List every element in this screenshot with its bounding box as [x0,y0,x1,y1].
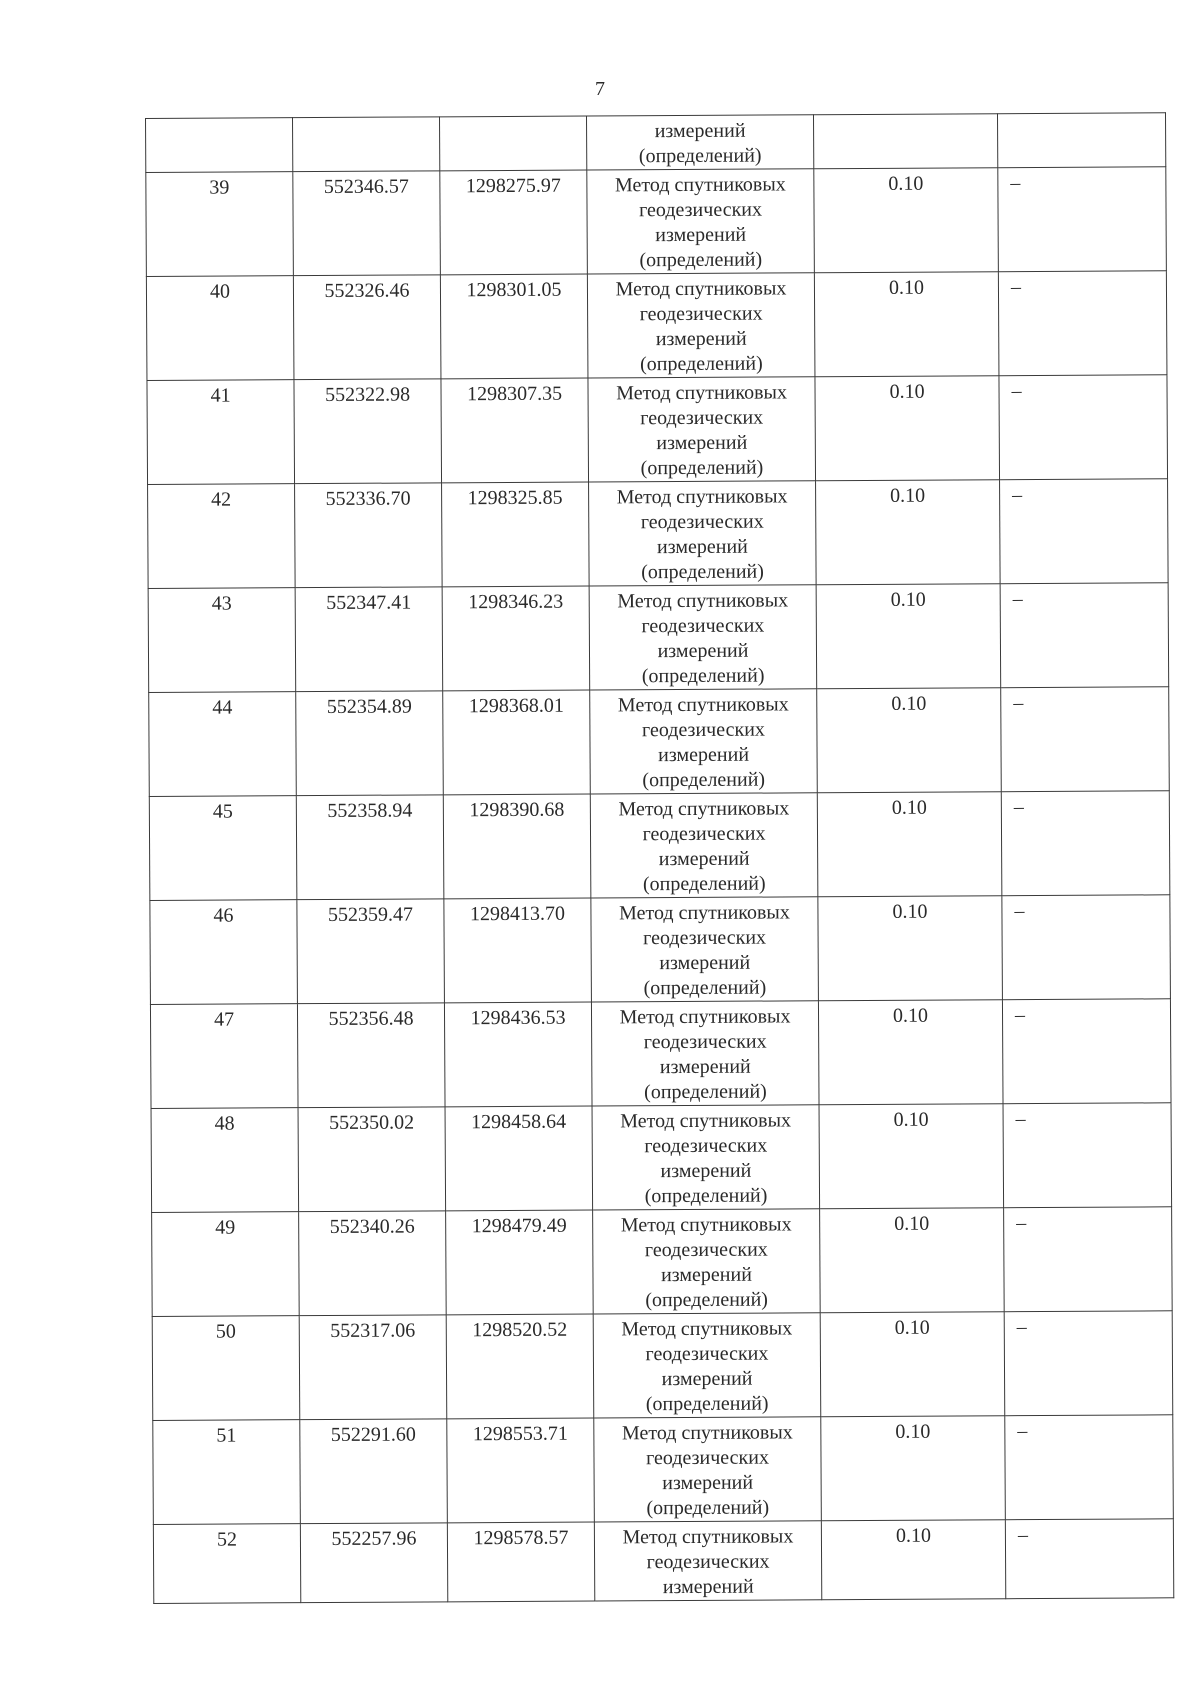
cell-x: 552354.89 [296,691,444,796]
method-line: измерений [660,1263,752,1287]
cell-x: 552340.26 [299,1211,447,1316]
cell-accuracy: 0.10 [819,1104,1004,1209]
cell-description: – [1005,1519,1173,1599]
cell-y: 1298479.49 [446,1210,594,1315]
cell-y [439,116,586,171]
coordinates-table [145,112,1174,1604]
method-line: (определений) [643,976,767,1000]
method-line: измерений [661,1367,753,1391]
cell-num: 42 [148,484,296,589]
cell-method [590,793,818,898]
cell-description: – [999,375,1168,480]
cell-description: – [1005,1415,1174,1520]
cell-y: 1298458.64 [445,1106,593,1211]
method-line: Метод спутниковых [621,1421,793,1445]
cell-y: 1298436.53 [444,1002,592,1107]
method-line: Метод спутниковых [620,1109,792,1133]
cell-accuracy [813,114,997,169]
cell-method [587,273,815,378]
method-line: измерений [658,847,750,871]
cell-num: 39 [146,172,294,277]
cell-description: – [1001,687,1170,792]
method-line: Метод спутниковых [621,1317,793,1341]
cell-y: 1298307.35 [441,378,589,483]
cell-method [591,897,819,1002]
cell-x: 552358.94 [296,795,444,900]
cell-accuracy: 0.10 [814,168,999,273]
method-line: геодезических [639,302,763,326]
cell-num: 41 [147,380,295,485]
cell-x: 552291.60 [300,1419,448,1524]
cell-num: 49 [152,1212,300,1317]
cell-method [589,481,817,586]
cell-method [594,1521,821,1601]
cell-description: – [1004,1311,1173,1416]
method-line: (определений) [644,1080,767,1104]
cell-num: 44 [149,692,297,797]
cell-method [588,377,816,482]
cell-y: 1298301.05 [440,274,588,379]
cell-num: 51 [153,1420,301,1525]
cell-method [592,1105,820,1210]
cell-num: 50 [152,1316,300,1421]
cell-accuracy: 0.10 [821,1416,1006,1521]
method-line: Метод спутниковых [620,1213,792,1237]
method-line: (определений) [642,768,766,792]
method-line: (определений) [645,1392,769,1416]
cell-num: 46 [150,900,298,1005]
cell-description: – [998,167,1167,272]
method-line: Метод спутниковых [618,797,790,821]
cell-method [586,115,813,170]
cell-accuracy: 0.10 [817,688,1002,793]
cell-method [593,1313,821,1418]
cell-y: 1298413.70 [444,898,592,1003]
method-line: геодезических [639,198,763,222]
cell-num: 40 [146,276,294,381]
cell-y: 1298368.01 [443,690,591,795]
table-row [146,167,1167,277]
cell-method [590,689,818,794]
cell-description [997,113,1165,168]
method-line: измерений [659,951,751,975]
method-line: (определений) [639,248,763,272]
table-row [148,479,1169,589]
cell-accuracy: 0.10 [817,792,1002,897]
method-line: (определений) [642,872,766,896]
method-line: Метод спутниковых [619,1005,791,1029]
table-row [149,791,1170,901]
method-line: Метод спутниковых [617,693,789,717]
cell-num: 43 [148,588,296,693]
cell-y: 1298553.71 [447,1418,595,1523]
method-line: измерений [662,1471,754,1495]
method-line: измерений [659,1055,751,1079]
cell-num: 52 [153,1524,300,1604]
method-line: геодезических [641,718,765,742]
cell-y: 1298390.68 [443,794,591,899]
method-line: геодезических [643,926,767,950]
page-number: 7 [595,78,605,100]
method-line: геодезических [640,510,764,534]
method-line: измерений [658,743,750,767]
cell-x: 552346.57 [293,171,441,276]
cell-x: 552359.47 [297,899,445,1004]
table-row [151,1103,1172,1213]
cell-x [293,117,440,172]
cell-x: 552336.70 [295,483,443,588]
cell-x: 552356.48 [297,1003,445,1108]
table-row [148,583,1169,693]
method-line: геодезических [641,614,765,638]
method-line: измерений [655,327,747,351]
cell-y: 1298520.52 [446,1314,594,1419]
table-row [150,999,1171,1109]
cell-x: 552350.02 [298,1107,446,1212]
method-line: геодезических [646,1550,770,1574]
table-row [152,1311,1173,1421]
table-row [146,271,1167,381]
method-line: Метод спутниковых [622,1525,794,1549]
table-row [150,895,1171,1005]
method-line: геодезических [643,1030,767,1054]
cell-num [146,118,293,173]
cell-accuracy: 0.10 [820,1208,1005,1313]
cell-x: 552322.98 [294,379,442,484]
cell-accuracy: 0.10 [818,1000,1003,1105]
cell-accuracy: 0.10 [816,584,1001,689]
cell-method [594,1417,822,1522]
cell-description: – [1001,791,1170,896]
method-line: Метод спутниковых [618,901,790,925]
cell-y: 1298346.23 [442,586,590,691]
cell-num: 45 [149,796,297,901]
cell-accuracy: 0.10 [821,1520,1005,1600]
cell-accuracy: 0.10 [818,896,1003,1001]
method-line: геодезических [640,406,764,430]
cell-accuracy: 0.10 [816,480,1001,585]
method-line: Метод спутниковых [617,589,789,613]
method-line: (определений) [640,456,764,480]
cell-description: – [1003,1103,1172,1208]
cell-description: – [1000,479,1169,584]
cell-description: – [1004,1207,1173,1312]
cell-description: – [1000,583,1169,688]
cell-x: 552347.41 [295,587,443,692]
method-line: геодезических [644,1238,768,1262]
method-line: (определений) [641,664,765,688]
table-row-continuation [146,113,1166,173]
table-row [152,1207,1173,1317]
method-line: Метод спутниковых [616,381,787,405]
cell-accuracy: 0.10 [820,1312,1005,1417]
method-line: (определений) [644,1184,768,1208]
cell-method [587,169,815,274]
table-row [147,375,1168,485]
method-line: (определений) [646,1496,770,1520]
method-line: (определений) [638,144,762,168]
method-line: геодезических [645,1342,769,1366]
table-row [153,1415,1174,1525]
method-line: измерений [655,223,747,247]
cell-accuracy: 0.10 [814,272,999,377]
cell-description: – [998,271,1167,376]
table-row [149,687,1170,797]
cell-num: 47 [150,1004,298,1109]
table-row [153,1519,1173,1604]
cell-description: – [1002,895,1171,1000]
method-line: (определений) [641,560,764,584]
cell-y: 1298275.97 [440,170,588,275]
cell-accuracy: 0.10 [815,376,1000,481]
method-line: геодезических [645,1446,769,1470]
method-line: измерений [656,535,748,559]
method-line: измерений [654,119,746,143]
cell-x: 552326.46 [293,275,441,380]
method-line: Метод спутниковых [615,277,787,301]
cell-method [589,585,817,690]
method-line: Метод спутниковых [616,485,788,509]
method-line: измерений [657,639,749,663]
cell-description: – [1002,999,1171,1104]
cell-method [593,1209,821,1314]
method-line: измерений [656,431,748,455]
cell-y: 1298578.57 [447,1522,594,1602]
cell-method [591,1001,819,1106]
cell-x: 552257.96 [300,1523,447,1603]
cell-num: 48 [151,1108,299,1213]
method-line: геодезических [642,822,766,846]
method-line: Метод спутниковых [614,173,786,197]
method-line: (определений) [639,352,763,376]
cell-x: 552317.06 [299,1315,447,1420]
cell-y: 1298325.85 [442,482,590,587]
method-line: измерений [662,1575,754,1599]
method-line: геодезических [644,1134,768,1158]
method-line: измерений [660,1159,752,1183]
method-line: (определений) [645,1288,768,1312]
